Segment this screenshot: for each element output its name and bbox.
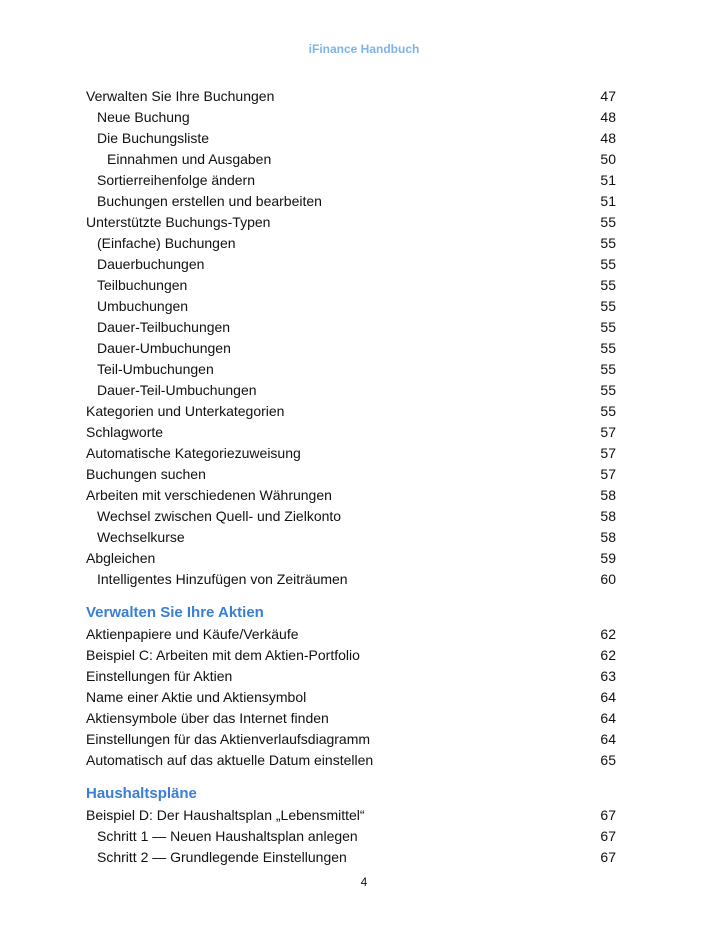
toc-entry-title: Automatisch auf das aktuelle Datum einstellen [86, 752, 374, 768]
toc-entry-page-number: 55 [600, 256, 616, 272]
table-of-contents [86, 86, 616, 868]
toc-entry-title: Verwalten Sie Ihre Buchungen [86, 88, 275, 104]
toc-entry-title: Teilbuchungen [97, 277, 188, 293]
toc-entry-title: Buchungen erstellen und bearbeiten [97, 193, 322, 209]
toc-entry-page-number: 55 [600, 277, 616, 293]
toc-entry-page-number: 65 [600, 752, 616, 768]
toc-entry[interactable] [86, 128, 616, 149]
toc-entry-page-number: 55 [600, 235, 616, 251]
toc-entry[interactable] [86, 359, 616, 380]
toc-entry[interactable] [86, 645, 616, 666]
toc-entry-page-number: 48 [600, 130, 616, 146]
toc-entry-title: Unterstützte Buchungs-Typen [86, 214, 271, 230]
toc-entry[interactable] [86, 750, 616, 771]
toc-entry-page-number: 67 [600, 828, 616, 844]
toc-entry[interactable] [86, 191, 616, 212]
toc-entry[interactable] [86, 107, 616, 128]
section-spacer [86, 590, 616, 602]
toc-entry[interactable] [86, 401, 616, 422]
toc-entry-title: Schritt 2 — Grundlegende Einstellungen [97, 849, 347, 865]
toc-entry-title: Buchungen suchen [86, 466, 206, 482]
toc-entry-page-number: 48 [600, 109, 616, 125]
toc-entry-page-number: 55 [600, 214, 616, 230]
toc-entry-page-number: 64 [600, 731, 616, 747]
toc-entry-page-number: 64 [600, 689, 616, 705]
running-header: iFinance Handbuch [308, 42, 420, 56]
toc-entry-page-number: 67 [600, 849, 616, 865]
toc-entry-page-number: 57 [600, 466, 616, 482]
toc-entry-page-number: 55 [600, 298, 616, 314]
toc-entry-title: Schritt 1 — Neuen Haushaltsplan anlegen [97, 828, 358, 844]
toc-entry-title: Dauer-Teil-Umbuchungen [97, 382, 257, 398]
toc-entry[interactable] [86, 380, 616, 401]
toc-entry-title: Dauer-Umbuchungen [97, 340, 231, 356]
section-spacer [86, 771, 616, 783]
toc-entry-title: Beispiel C: Arbeiten mit dem Aktien-Portfolio [86, 647, 360, 663]
toc-entry-page-number: 58 [600, 529, 616, 545]
toc-entry-page-number: 64 [600, 710, 616, 726]
toc-entry[interactable] [86, 708, 616, 729]
toc-entry-page-number: 51 [600, 193, 616, 209]
toc-entry-title: (Einfache) Buchungen [97, 235, 236, 251]
toc-entry[interactable] [86, 275, 616, 296]
toc-entry[interactable] [86, 527, 616, 548]
section-heading-haushaltsplaene: Haushaltspläne [86, 785, 197, 802]
toc-entry[interactable] [86, 422, 616, 443]
toc-entry-page-number: 62 [600, 626, 616, 642]
toc-entry-page-number: 55 [600, 340, 616, 356]
toc-entry[interactable] [86, 338, 616, 359]
toc-entry-page-number: 67 [600, 807, 616, 823]
toc-entry-title: Kategorien und Unterkategorien [86, 403, 285, 419]
toc-entry[interactable] [86, 86, 616, 107]
toc-entry[interactable] [86, 317, 616, 338]
toc-entry-title: Umbuchungen [97, 298, 189, 314]
toc-entry[interactable] [86, 296, 616, 317]
toc-entry[interactable] [86, 212, 616, 233]
toc-entry[interactable] [86, 687, 616, 708]
toc-entry[interactable] [86, 847, 616, 868]
toc-entry-page-number: 58 [600, 487, 616, 503]
toc-entry[interactable] [86, 805, 616, 826]
toc-group-haushaltsplaene [86, 805, 616, 868]
toc-entry-page-number: 50 [600, 151, 616, 167]
toc-entry-page-number: 59 [600, 550, 616, 566]
toc-entry-title: Aktiensymbole über das Internet finden [86, 710, 329, 726]
toc-entry-title: Teil-Umbuchungen [97, 361, 214, 377]
toc-entry-title: Intelligentes Hinzufügen von Zeiträumen [97, 571, 348, 587]
toc-entry-title: Automatische Kategoriezuweisung [86, 445, 301, 461]
toc-entry-title: Neue Buchung [97, 109, 190, 125]
toc-entry-title: Einstellungen für das Aktienverlaufsdiagramm [86, 731, 371, 747]
toc-entry-page-number: 62 [600, 647, 616, 663]
toc-entry-title: Die Buchungsliste [97, 130, 210, 146]
toc-entry[interactable] [86, 464, 616, 485]
toc-entry-page-number: 51 [600, 172, 616, 188]
toc-entry[interactable] [86, 170, 616, 191]
toc-group-buchungen [86, 86, 616, 590]
toc-entry[interactable] [86, 233, 616, 254]
toc-entry-title: Einnahmen und Ausgaben [107, 151, 272, 167]
toc-entry-title: Wechsel zwischen Quell- und Zielkonto [97, 508, 342, 524]
toc-entry-title: Dauerbuchungen [97, 256, 205, 272]
toc-entry-page-number: 63 [600, 668, 616, 684]
toc-entry-page-number: 57 [600, 424, 616, 440]
toc-entry-page-number: 55 [600, 361, 616, 377]
toc-entry[interactable] [86, 149, 616, 170]
toc-entry-title: Abgleichen [86, 550, 156, 566]
toc-entry-page-number: 57 [600, 445, 616, 461]
toc-entry-page-number: 55 [600, 403, 616, 419]
toc-entry-title: Beispiel D: Der Haushaltsplan „Lebensmittel“ [86, 807, 365, 823]
toc-entry[interactable] [86, 624, 616, 645]
toc-entry-page-number: 58 [600, 508, 616, 524]
section-heading-aktien: Verwalten Sie Ihre Aktien [86, 604, 264, 621]
toc-entry-title: Schlagworte [86, 424, 164, 440]
toc-entry-title: Sortierreihenfolge ändern [97, 172, 255, 188]
toc-entry[interactable] [86, 729, 616, 750]
toc-entry[interactable] [86, 485, 616, 506]
toc-entry[interactable] [86, 666, 616, 687]
toc-entry[interactable] [86, 569, 616, 590]
page-number: 4 [360, 875, 368, 889]
toc-entry[interactable] [86, 826, 616, 847]
toc-entry-title: Wechselkurse [97, 529, 185, 545]
toc-entry-page-number: 60 [600, 571, 616, 587]
toc-entry-title: Aktienpapiere und Käufe/Verkäufe [86, 626, 299, 642]
toc-group-aktien [86, 624, 616, 771]
toc-entry[interactable] [86, 443, 616, 464]
toc-entry-page-number: 47 [600, 88, 616, 104]
toc-entry[interactable] [86, 548, 616, 569]
toc-entry-title: Dauer-Teilbuchungen [97, 319, 231, 335]
toc-entry-page-number: 55 [600, 319, 616, 335]
toc-entry-title: Name einer Aktie und Aktiensymbol [86, 689, 307, 705]
toc-entry[interactable] [86, 506, 616, 527]
toc-entry-page-number: 55 [600, 382, 616, 398]
toc-entry[interactable] [86, 254, 616, 275]
toc-entry-title: Arbeiten mit verschiedenen Währungen [86, 487, 332, 503]
toc-entry-title: Einstellungen für Aktien [86, 668, 233, 684]
